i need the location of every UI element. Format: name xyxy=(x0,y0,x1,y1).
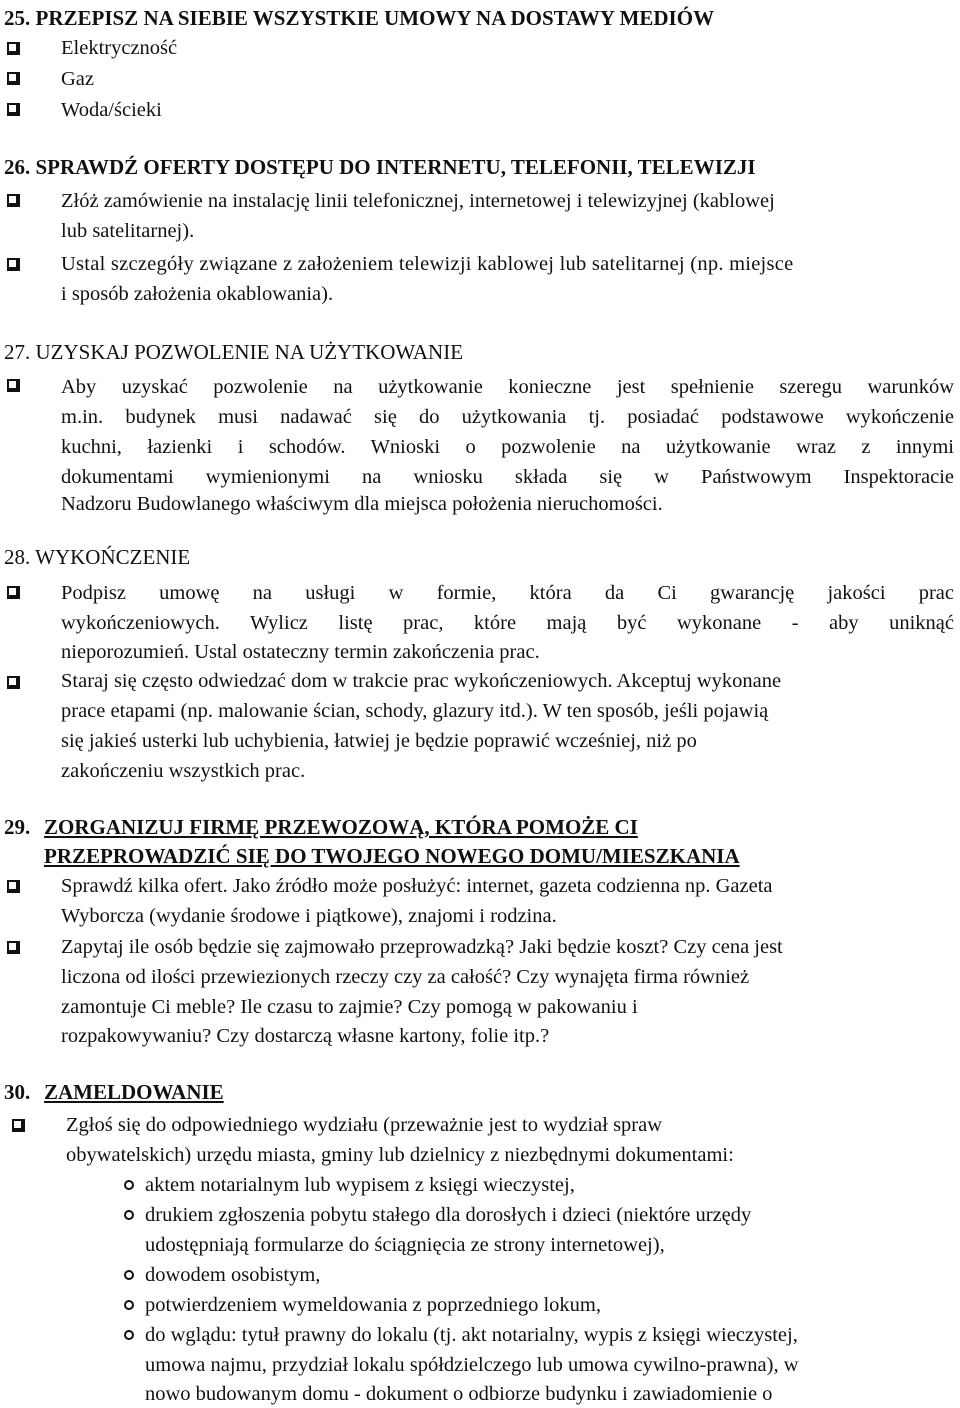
s30-sub3: dowodem osobistym, xyxy=(145,1264,321,1286)
s28-line: Podpisz umowę na usługi w formie, która da Ci gwarancję jakości prac xyxy=(61,582,954,604)
s30-sub5-line1: do wglądu: tytuł prawny do lokalu (tj. akt notarialny, wypis z księgi wieczystej, xyxy=(145,1324,798,1346)
checkbox-icon[interactable] xyxy=(7,258,20,271)
section-26-heading: 26. SPRAWDŹ OFERTY DOSTĘPU DO INTERNETU, TELEFONII, TELEWIZJI xyxy=(4,155,756,179)
s29-item2-line2: liczona od ilości przewiezionych rzeczy czy za całość? Czy wynajęta firma również xyxy=(61,966,750,988)
circle-bullet-icon xyxy=(124,1210,134,1220)
s28-item1-line3: nieporozumień. Ustal ostateczny termin zakończenia prac. xyxy=(61,641,540,663)
s27-line: m.in. budynek musi nadawać się do użytkowania tj. posiadać podstawowe wykończenie xyxy=(61,406,954,428)
checkbox-icon[interactable] xyxy=(7,880,20,893)
checkbox-icon[interactable] xyxy=(7,42,20,55)
checkbox-icon[interactable] xyxy=(7,586,20,599)
section-29-number: 29. xyxy=(4,815,31,839)
section-29-heading-line2: PRZEPROWADZIĆ SIĘ DO TWOJEGO NOWEGO DOMU/MIESZKANIA xyxy=(44,844,740,868)
s29-item2-line3: zamontuje Ci meble? Ile czasu to zajmie? Czy pomogą w pakowaniu i xyxy=(61,996,638,1018)
s28-item2-line2: prace etapami (np. malowanie ścian, schody, glazury itd.). W ten sposób, jeśli pojawią xyxy=(61,700,769,722)
s28-line: wykończeniowych. Wylicz listę prac, które mają być wykonane - aby uniknąć xyxy=(61,612,954,634)
circle-bullet-icon xyxy=(124,1330,134,1340)
s30-item1-line2: obywatelskich) urzędu miasta, gminy lub dzielnicy z niezbędnymi dokumentami: xyxy=(66,1144,734,1166)
s29-item2-line1: Zapytaj ile osób będzie się zajmowało przeprowadzką? Jaki będzie koszt? Czy cena jest xyxy=(61,936,783,958)
section-29-heading-line1: ZORGANIZUJ FIRMĘ PRZEWOZOWĄ, KTÓRA POMOŻE CI xyxy=(44,815,638,839)
circle-bullet-icon xyxy=(124,1300,134,1310)
checkbox-icon[interactable] xyxy=(7,941,20,954)
s28-item1-paragraph xyxy=(61,578,954,638)
circle-bullet-icon xyxy=(124,1270,134,1280)
s26-item1-line1: Złóż zamówienie na instalację linii telefonicznej, internetowej i telewizyjnej (kablowej xyxy=(61,190,775,212)
s26-item2-line1: Ustal szczegóły związane z założeniem telewizji kablowej lub satelitarnej (np. miejsce xyxy=(61,253,794,275)
s30-sub2-line1: drukiem zgłoszenia pobytu stałego dla dorosłych i dzieci (niektóre urzędy xyxy=(145,1204,752,1226)
s26-item1-line2: lub satelitarnej). xyxy=(61,220,195,242)
section-25-heading: 25. PRZEPISZ NA SIEBIE WSZYSTKIE UMOWY NA DOSTAWY MEDIÓW xyxy=(4,6,715,30)
s27-line: dokumentami wymienionymi na wniosku składa się w Państwowym Inspektoracie xyxy=(61,466,954,488)
circle-bullet-icon xyxy=(124,1180,134,1190)
checkbox-icon[interactable] xyxy=(7,103,20,116)
s30-sub5-line3: nowo budowanym domu - dokument o odbiorze budynku i zawiadomienie o xyxy=(145,1383,773,1405)
s25-item-gas: Gaz xyxy=(61,68,95,90)
checkbox-icon[interactable] xyxy=(7,194,20,207)
s30-sub4: potwierdzeniem wymeldowania z poprzedniego lokum, xyxy=(145,1294,601,1316)
s30-sub5-line2: umowa najmu, przydział lokalu spółdzielczego lub umowa cywilno-prawna), w xyxy=(145,1354,799,1376)
checkbox-icon[interactable] xyxy=(7,676,20,689)
s27-line-last: Nadzoru Budowlanego właściwym dla miejsca położenia nieruchomości. xyxy=(61,493,663,515)
s28-item2-line3: się jakieś usterki lub uchybienia, łatwiej je będzie poprawić wcześniej, niż po xyxy=(61,730,697,752)
section-30-number: 30. xyxy=(4,1080,31,1104)
s26-item2-line2: i sposób założenia okablowania). xyxy=(61,283,334,305)
checkbox-icon[interactable] xyxy=(12,1119,25,1132)
s27-item1-paragraph xyxy=(61,372,954,492)
s30-item1-line1: Zgłoś się do odpowiedniego wydziału (przeważnie jest to wydział spraw xyxy=(66,1114,663,1136)
s27-line: Aby uzyskać pozwolenie na użytkowanie konieczne jest spełnienie szeregu warunków xyxy=(61,376,954,398)
checkbox-icon[interactable] xyxy=(7,72,20,85)
s28-item2-line1: Staraj się często odwiedzać dom w trakcie prac wykończeniowych. Akceptuj wykonane xyxy=(61,670,782,692)
s28-item2-line4: zakończeniu wszystkich prac. xyxy=(61,760,306,782)
s27-line: kuchni, łazienki i schodów. Wnioski o pozwolenie na użytkowanie wraz z innymi xyxy=(61,436,954,458)
s29-item2-line4: rozpakowywaniu? Czy dostarczą własne kartony, folie itp.? xyxy=(61,1025,550,1047)
s30-sub2-line2: udostępniają formularze do ściągnięcia ze strony internetowej), xyxy=(145,1234,665,1256)
section-28-heading: 28. WYKOŃCZENIE xyxy=(4,545,191,569)
s29-item1-line1: Sprawdź kilka ofert. Jako źródło może posłużyć: internet, gazeta codzienna np. Gazeta xyxy=(61,875,773,897)
section-30-heading: ZAMELDOWANIE xyxy=(44,1080,224,1104)
s29-item1-line2: Wyborcza (wydanie środowe i piątkowe), znajomi i rodzina. xyxy=(61,905,557,927)
section-27-heading: 27. UZYSKAJ POZWOLENIE NA UŻYTKOWANIE xyxy=(4,340,464,364)
s30-sub1: aktem notarialnym lub wypisem z księgi wieczystej, xyxy=(145,1174,575,1196)
s25-item-water: Woda/ścieki xyxy=(61,99,162,121)
checkbox-icon[interactable] xyxy=(7,379,20,392)
s25-item-electricity: Elektryczność xyxy=(61,37,178,59)
